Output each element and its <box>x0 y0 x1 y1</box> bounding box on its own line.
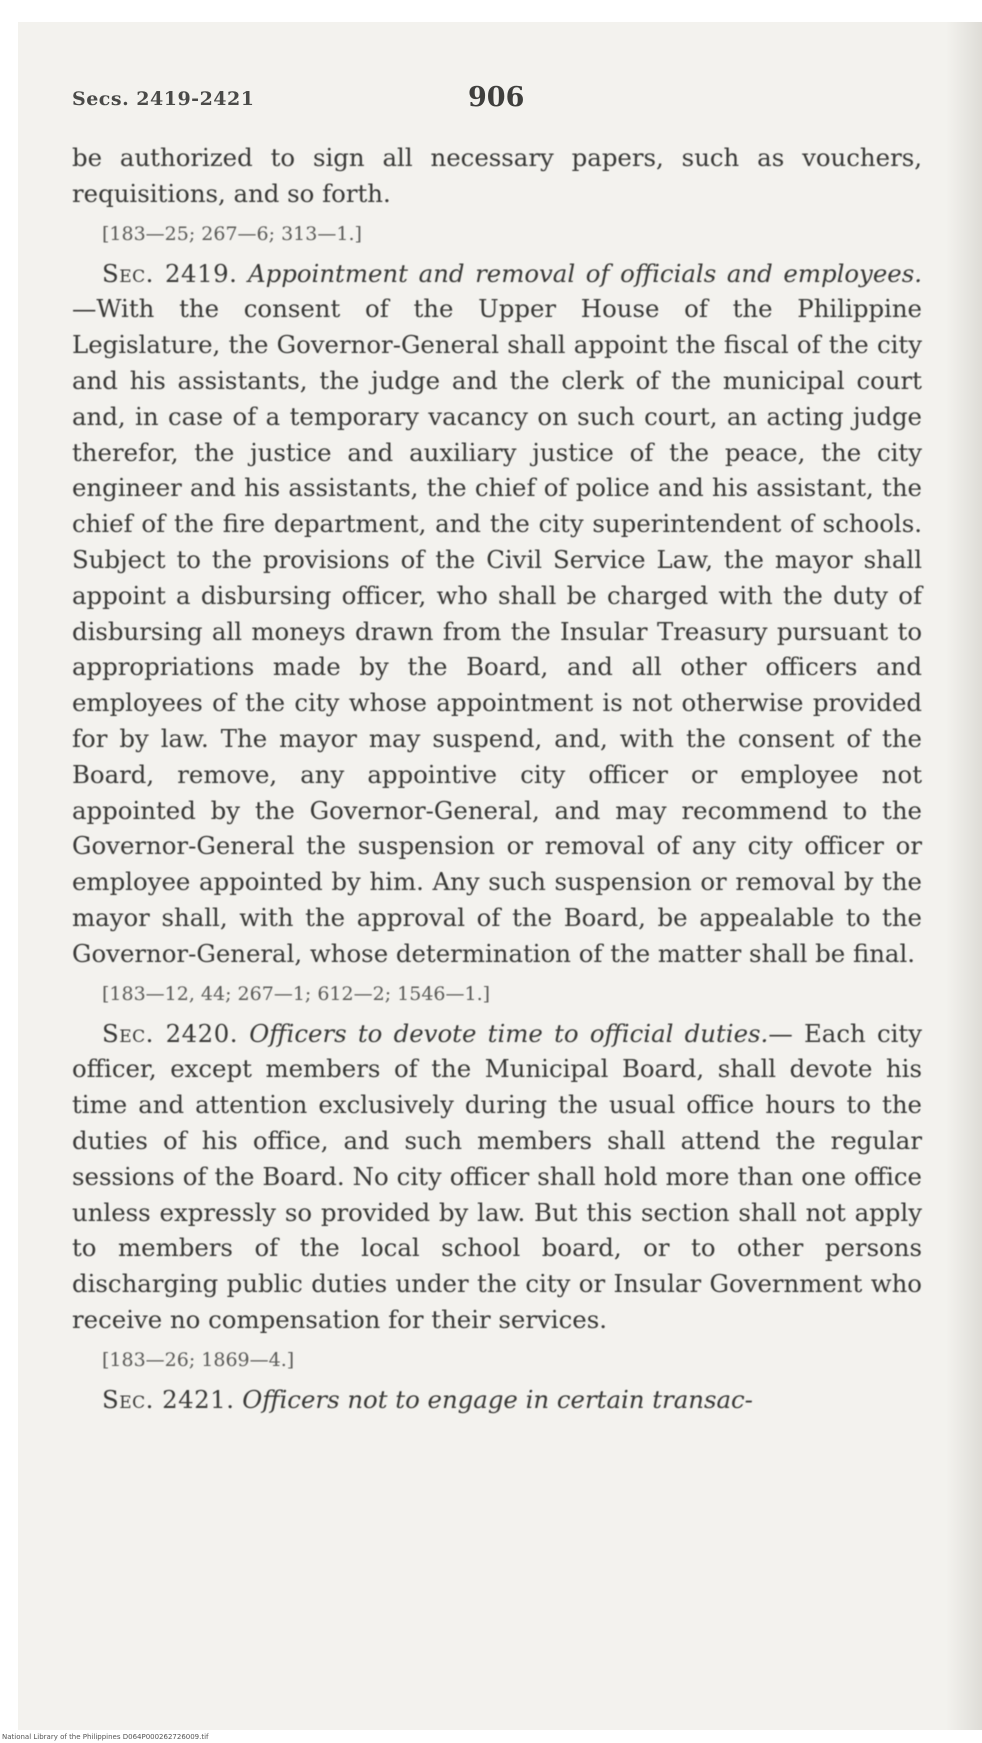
section-2421-title: Officers not to engage in certain transac- <box>242 1384 753 1414</box>
running-head <box>72 82 912 122</box>
section-2419-paragraph <box>72 256 922 972</box>
section-2420-title: Officers to devote time to official duties. <box>249 1018 769 1048</box>
section-2419-text: —With the consent of the Upper House of the Philippine Legislature, the Governor-General shall appoint the fiscal of the city and his assistants, the judge and the clerk of the municipal court and, in case of a temporary vacancy on such court, an acting judge therefor, the justice and auxiliary justice of the peace, the city engineer and his assistants, the chief of police and his assistant, the chief of the fire department, and the city superintendent of schools. Subject to the provisions of the Civil Service Law, the mayor shall appoint a disbursing officer, who shall be charged with the duty of disbursing all moneys drawn from the Insular Treasury pursuant to appropriations made by the Board, and all other officers and employees of the city whose appointment is not otherwise provided for by law. The mayor may suspend, and, with the consent of the Board, remove, any appointive city officer or employee not appointed by the Governor-General, and may recommend to the Governor-General the suspension or removal of any city officer or employee appointed by him. Any such suspension or removal by the mayor shall, with the approval of the Board, be appealable to the Governor-General, whose determination of the matter shall be final. <box>72 294 922 968</box>
page-body <box>72 140 922 1418</box>
section-2419-label: Sec. 2419. <box>102 258 238 288</box>
section-2419-title: Appointment and removal of officials and employees. <box>248 258 922 288</box>
section-2421-paragraph <box>72 1382 922 1418</box>
scan-footer-caption: National Library of the Philippines D064P000262726009.tif <box>2 1733 209 1741</box>
page-edge-shadow <box>946 22 982 1730</box>
citation-1: [183—25; 267—6; 313—1.] <box>102 222 362 245</box>
citation-2: [183—12, 44; 267—1; 612—2; 1546—1.] <box>102 982 491 1005</box>
citation-3: [183—26; 1869—4.] <box>102 1348 295 1371</box>
page-number: 906 <box>468 82 525 113</box>
section-2420-paragraph <box>72 1016 922 1338</box>
section-2420-label: Sec. 2420. <box>102 1018 238 1048</box>
section-range: Secs. 2419-2421 <box>72 88 255 110</box>
section-2420-text: — Each city officer, except members of the Municipal Board, shall devote his time and attention exclusively during the usual office hours to the duties of his office, and such members shall attend the regular sessions of the Board. No city officer shall hold more than one office unless expressly so provided by law. But this section shall not apply to members of the local school board, or to other persons discharging public duties under the city or Insular Government who receive no compensation for their services. <box>72 1018 922 1334</box>
section-2421-label: Sec. 2421. <box>102 1384 235 1414</box>
carryover-paragraph: be authorized to sign all necessary papers, such as vouchers, requisitions, and so forth. <box>72 143 922 208</box>
